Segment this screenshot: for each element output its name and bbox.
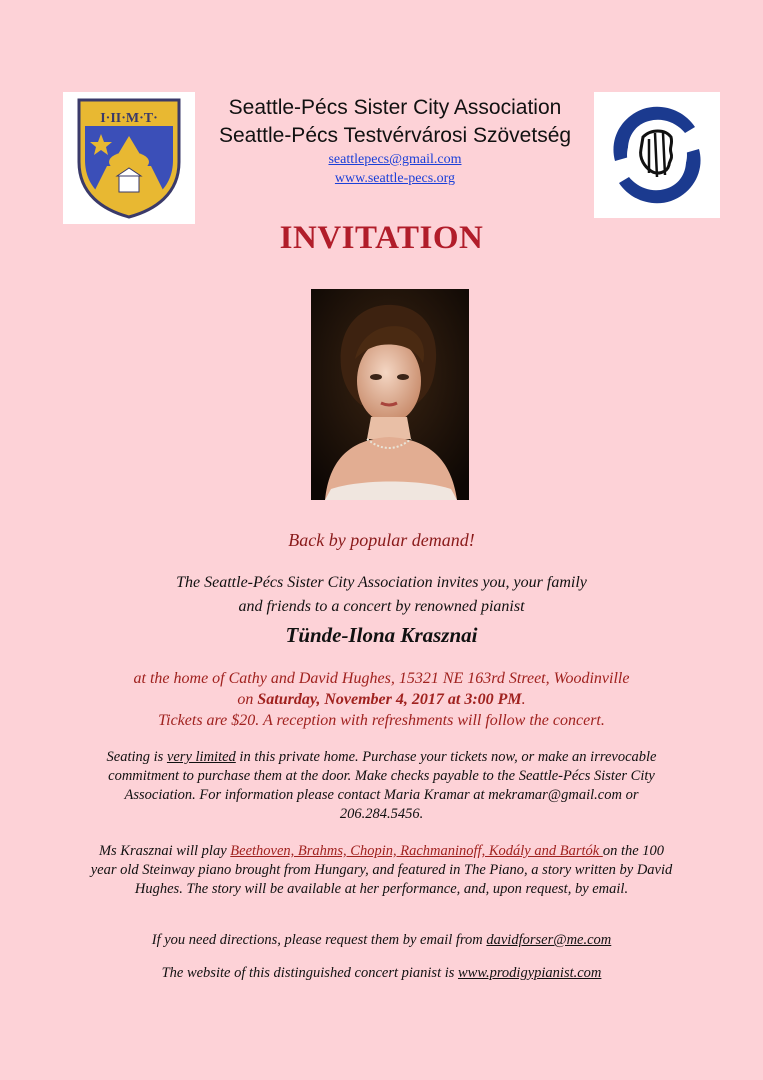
- org-website-link[interactable]: www.seattle-pecs.org: [334, 171, 456, 186]
- venue-address: at the home of Cathy and David Hughes, 15321 NE 163rd Street, Woodinville: [133, 670, 630, 687]
- venue-details: [0, 668, 763, 731]
- artist-name: Tünde-Ilona Krasznai: [285, 623, 478, 647]
- composer-list: Beethoven, Brahms, Chopin, Rachmaninoff, Kodály and Bartók: [230, 843, 603, 859]
- pianist-portrait: [311, 289, 469, 500]
- directions-line: [0, 932, 763, 949]
- ticket-info: Tickets are $20. A reception with refreshments will follow the concert.: [158, 712, 605, 729]
- intro-line-1: The Seattle-Pécs Sister City Association invites you, your family: [176, 574, 587, 591]
- intro-line-2: and friends to a concert by renowned pianist: [238, 598, 525, 615]
- website-text: The website of this distinguished concert pianist is: [161, 965, 459, 981]
- invitation-title: INVITATION: [279, 220, 484, 256]
- pianist-website-line: [0, 965, 763, 982]
- directions-text: If you need directions, please request them by email from: [151, 932, 487, 948]
- seattle-city-seal-icon: [594, 92, 720, 218]
- org-name-english: Seattle-Pécs Sister City Association: [228, 96, 562, 119]
- org-name-hungarian: Seattle-Pécs Testvérvárosi Szövetség: [218, 124, 572, 147]
- pecs-coat-of-arms-icon: [63, 92, 195, 224]
- venue-date-suffix: .: [521, 691, 526, 708]
- seating-emphasis: very limited: [166, 749, 236, 765]
- seating-prefix: Seating is: [106, 749, 167, 765]
- program-prefix: Ms Krasznai will play: [98, 843, 231, 859]
- venue-date-line: [0, 689, 763, 710]
- program-paragraph: [90, 842, 673, 899]
- venue-date-prefix: on: [237, 691, 258, 708]
- org-email-link[interactable]: seattlepecs@gmail.com: [328, 152, 462, 167]
- tagline: Back by popular demand!: [288, 530, 475, 550]
- event-date: Saturday, November 4, 2017 at 3:00 PM: [257, 691, 522, 708]
- directions-email-link[interactable]: davidforser@me.com: [486, 932, 612, 948]
- seating-paragraph: [90, 748, 673, 824]
- header: [200, 94, 590, 188]
- pianist-website-link[interactable]: www.prodigypianist.com: [458, 965, 602, 981]
- program-rest: on the 100 year old Steinway piano brought from Hungary, and featured in The Piano, a story written by David Hughes. The story will be available at her performance, and, upon request, by email.: [90, 843, 673, 897]
- intro-text: [0, 571, 763, 619]
- logo-letters: I·II·M·T·: [100, 111, 158, 126]
- seating-rest: in this private home. Purchase your tickets now, or make an irrevocable commitment to purchase them at the door. Make checks payable to the Seattle-Pécs Sister City Association. For information please contact Maria Kramar at mekramar@gmail.com or 206.284.5456.: [108, 749, 657, 822]
